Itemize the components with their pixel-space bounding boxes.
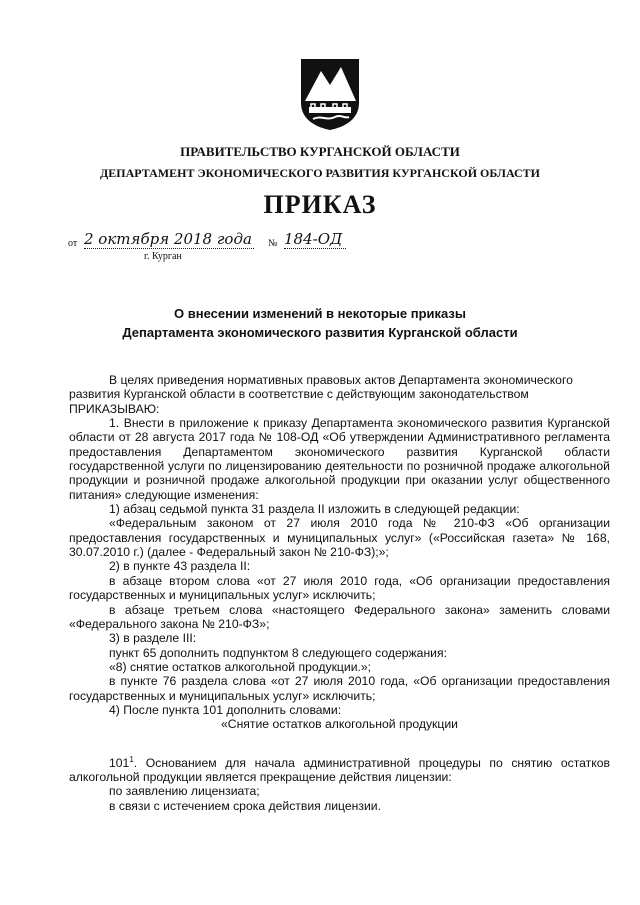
spacer (69, 732, 610, 756)
prikazyvayu-word: ПРИКАЗЫВАЮ: (69, 401, 160, 416)
number-label: № (268, 238, 278, 249)
subitem-3-c: в пункте 76 раздела слова «от 27 июля 2010 года, «Об организации предоставления государственных и муниципальных услуг» исключить; (69, 674, 610, 703)
paragraph-101-1 (69, 756, 610, 785)
subitem-1-text: «Федеральным законом от 27 июля 2010 года № 210-ФЗ «Об организации предоставления государственных и муниципальных услуг» («Российская газета» № 168, 30.07.2010 г.) (далее - Федеральный закон № 210-ФЗ);»; (69, 516, 610, 560)
department-name: ДЕПАРТАМЕНТ ЭКОНОМИЧЕСКОГО РАЗВИТИЯ КУРГАНСКОЙ ОБЛАСТИ (99, 166, 541, 180)
section-heading-removal: «Снятие остатков алкогольной продукции (221, 717, 458, 732)
preamble-line-1: В целях приведения нормативных правовых актов Департамента экономического (109, 373, 573, 387)
paragraph-101-1-text: . Основанием для начала административной процедуры по снятию остатков алкогольной продукции является прекращение действия лицензии: (69, 755, 610, 784)
item-1-paragraph: 1. Внести в приложение к приказу Департамента экономического развития Курганской области от 28 августа 2017 года № 108-ОД «Об утверждении Административного регламента предоставления Департаментом экономического развития Курганской области государственной услуги по лицензированию деятельности по розничной продаже алкогольной продукции и розничной продаже алкогольной продукции при оказании услуг общественного питания» следующие изменения: (69, 416, 610, 502)
document-type-title: ПРИКАЗ (263, 190, 377, 219)
subitem-4: 4) После пункта 101 дополнить словами: (109, 702, 342, 717)
paragraph-number: 101 (109, 755, 130, 770)
paragraph-superscript: 1 (129, 754, 134, 764)
coat-of-arms-icon (299, 57, 361, 131)
handwritten-date: 2 октября 2018 года (84, 230, 254, 249)
date-prefix-label: от (68, 238, 78, 249)
dateline (68, 230, 368, 266)
subitem-2-a: в абзаце втором слова «от 27 июля 2010 года, «Об организации предоставления государственных и муниципальных услуг» исключить; (69, 573, 610, 603)
handwritten-order-number: 184-ОД (284, 230, 346, 249)
subitem-3: 3) в разделе III: (109, 631, 197, 646)
government-name: ПРАВИТЕЛЬСТВО КУРГАНСКОЙ ОБЛАСТИ (180, 144, 460, 159)
subitem-2: 2) в пункте 43 раздела II: (109, 559, 251, 574)
subject-line-2: Департамента экономического развития Курганской области (122, 325, 518, 340)
subitem-3-b: «8) снятие остатков алкогольной продукции.»; (109, 659, 372, 674)
basis-2: в связи с истечением срока действия лицензии. (109, 798, 381, 813)
preamble-line-2: развития Курганской области в соответствие с действующим законодательством (69, 387, 529, 402)
subitem-2-b: в абзаце третьем слова «настоящего Федерального закона» заменить словами «Федерального закона № 210-ФЗ»; (69, 602, 610, 631)
basis-1: по заявлению лицензиата; (109, 784, 260, 799)
document-body (69, 373, 610, 813)
subject-line-1: О внесении изменений в некоторые приказы (174, 306, 466, 321)
city-label: г. Курган (144, 251, 182, 262)
subitem-3-a: пункт 65 дополнить подпунктом 8 следующего содержания: (109, 645, 447, 660)
subitem-1: 1) абзац седьмой пункта 31 раздела II изложить в следующей редакции: (109, 502, 520, 517)
